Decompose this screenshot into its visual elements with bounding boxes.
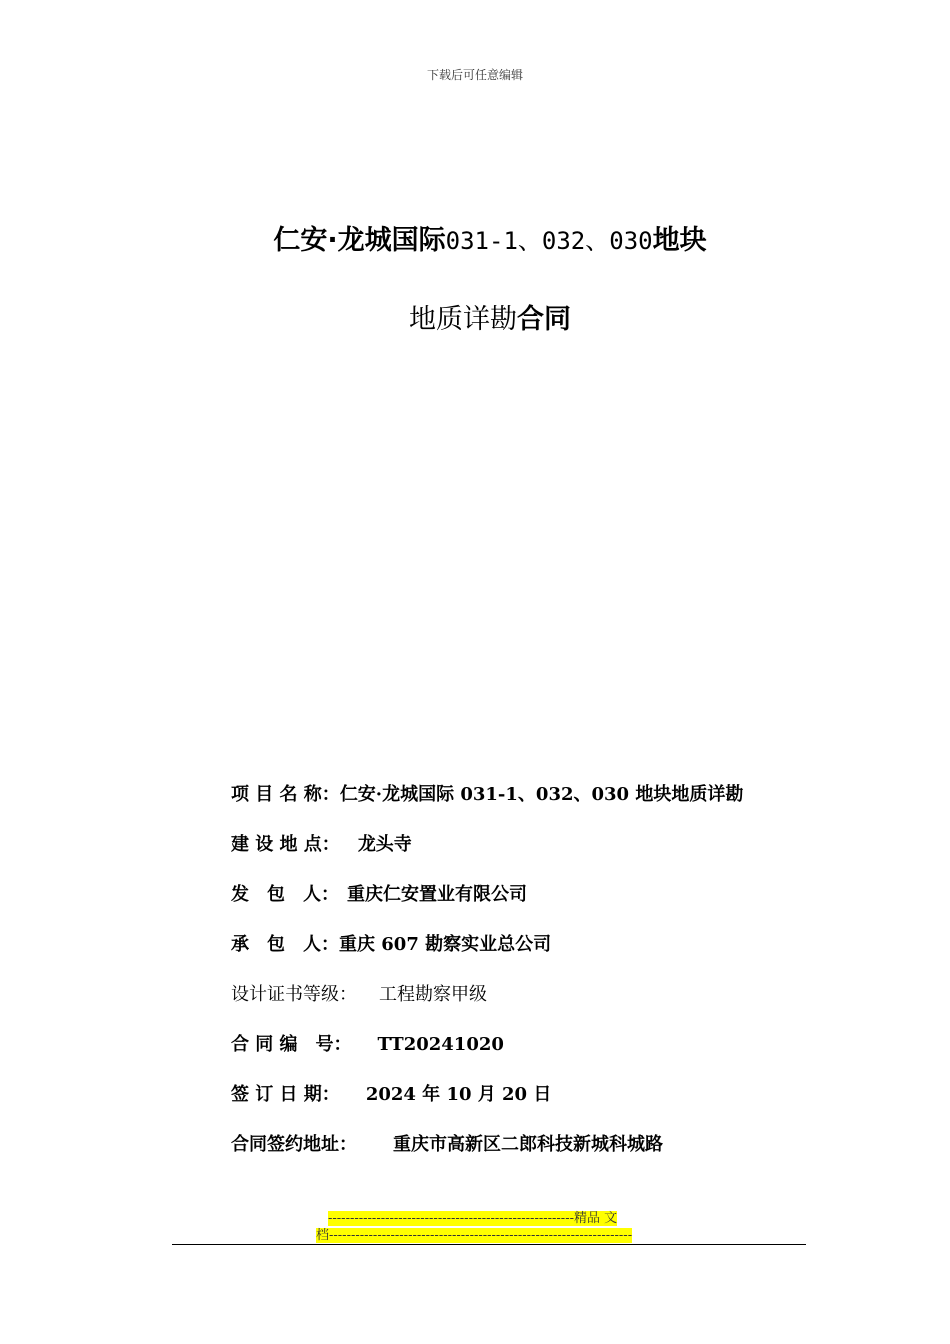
contractor-row bbox=[231, 930, 831, 980]
contract-info-block bbox=[231, 780, 831, 1180]
contract-number-value: TT20241020 bbox=[377, 1034, 504, 1055]
sign-address-label: 合同签约地址： bbox=[231, 1134, 357, 1155]
header-note: 下载后可任意编辑 bbox=[426, 68, 523, 82]
grade-row bbox=[231, 980, 831, 1030]
sign-address-row bbox=[231, 1130, 831, 1180]
sign-date-value: 2024 年 10 月 20 日 bbox=[365, 1084, 552, 1105]
contract-number-row bbox=[231, 1030, 831, 1080]
sign-address-value: 重庆市高新区二郎科技新城科城路 bbox=[393, 1134, 663, 1155]
project-name-value: 仁安·龙城国际 031-1、032、030 地块地质详勘 bbox=[339, 784, 744, 805]
document-title-line-2 bbox=[0, 297, 950, 336]
project-name-row bbox=[231, 780, 831, 830]
employer-label: 发 包 人： bbox=[231, 884, 339, 905]
title-survey-type: 地质详勘 bbox=[409, 304, 517, 335]
site-value: 龙头寺 bbox=[357, 834, 412, 855]
title-plot-numbers: 031-1、032、030 bbox=[445, 227, 653, 255]
contractor-label: 承 包 人： bbox=[231, 934, 339, 955]
footer-divider bbox=[172, 1244, 806, 1245]
contractor-value: 重庆 607 勘察实业总公司 bbox=[339, 934, 552, 955]
site-row bbox=[231, 830, 831, 880]
project-name-label: 项 目 名 称： bbox=[231, 784, 340, 805]
sign-date-row bbox=[231, 1080, 831, 1130]
employer-value: 重庆仁安置业有限公司 bbox=[347, 884, 527, 905]
title-contract-word: 合同 bbox=[517, 304, 571, 335]
employer-row bbox=[231, 880, 831, 930]
grade-label: 设计证书等级： bbox=[231, 984, 357, 1005]
grade-value: 工程勘察甲级 bbox=[379, 984, 487, 1005]
sign-date-label: 签 订 日 期： bbox=[231, 1084, 340, 1105]
footer-line-1: --------------------------------------------------------精品 文 bbox=[328, 1211, 618, 1226]
contract-number-label: 合 同 编 号： bbox=[231, 1034, 352, 1055]
title-project-name: 仁安·龙城国际 bbox=[273, 225, 446, 256]
site-label: 建 设 地 点： bbox=[231, 834, 340, 855]
footer-watermark bbox=[316, 1210, 662, 1244]
footer-line-2: 档--------------------------------------------------------------------- bbox=[316, 1228, 633, 1243]
document-title-line-1 bbox=[0, 218, 950, 257]
title-plot-word: 地块 bbox=[652, 225, 707, 256]
